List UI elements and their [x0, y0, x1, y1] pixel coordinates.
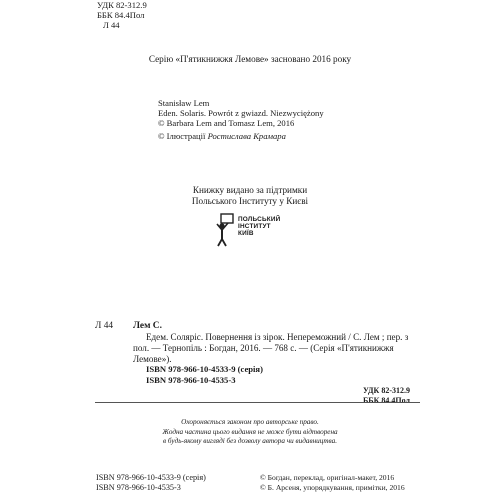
copyright-publisher: © Богдан, переклад, оригінал-макет, 2016	[260, 473, 395, 482]
illustrator-name: Ростислава Крамара	[207, 130, 286, 141]
original-author: Stanisław Lem	[158, 98, 210, 108]
catalog-divider	[95, 402, 420, 403]
original-rights-block	[158, 98, 324, 141]
copyright-law-notice	[0, 418, 500, 447]
copyright-law-line-1: Охороняється законом про авторське право.	[181, 418, 319, 426]
bbk-code: ББК 84.4Пол	[97, 10, 145, 21]
udk-code: УДК 82-312.9	[97, 0, 147, 10]
original-titles: Eden. Solaris. Powrót z gwiazd. Niezwyciężony	[158, 108, 324, 119]
bottom-isbn-series: ISBN 978-966-10-4533-9 (серія)	[96, 473, 206, 482]
bottom-copyrights	[260, 473, 405, 494]
logo-line-2: ІНСТИТУТ	[238, 223, 271, 230]
copyright-law-line-2: Жодна частина цього видання не може бути відтворена	[162, 427, 338, 436]
entry-description: Едем. Соляріс. Повернення із зірок. Непереможний / С. Лем ; пер. з пол. — Тернопіль : Богдан, 2016. — 768 с. — (Серія «П'ятикнижжя Лемове»).	[133, 332, 409, 365]
bottom-isbn-book: ISBN 978-966-10-4535-3	[96, 483, 181, 493]
classification-codes	[97, 0, 147, 31]
logo-line-1: ПОЛЬСЬКИЙ	[238, 216, 281, 223]
support-line-1: Книжку видано за підтримки	[192, 185, 308, 195]
logo-line-3: КИЇВ	[238, 230, 254, 237]
entry-isbn-series: ISBN 978-966-10-4533-9 (серія)	[146, 364, 263, 374]
support-line-2: Польського Інституту у Києві	[191, 196, 309, 207]
illustrations-prefix: © Ілюстрації	[158, 130, 208, 141]
copyright-compiler: © Б. Арсеня, упорядкування, примітки, 2016	[260, 483, 405, 493]
series-note: Серію «П'ятикнижжя Лемове» засновано 2016 року	[148, 54, 352, 64]
figure-carrying-box-icon	[214, 213, 236, 247]
logo-wordmark	[238, 216, 280, 237]
polish-institute-logo	[214, 213, 286, 247]
entry-codes-right	[336, 386, 410, 406]
author-mark: Л 44	[103, 20, 120, 31]
original-copyright: © Barbara Lem and Tomasz Lem, 2016	[158, 118, 295, 129]
support-note	[0, 185, 500, 208]
entry-classification-code: Л 44	[95, 321, 114, 331]
entry-author: Лем С.	[133, 321, 162, 331]
entry-isbn-book: ISBN 978-966-10-4535-3	[146, 374, 236, 385]
entry-udk: УДК 82-312.9	[362, 386, 410, 395]
illustrations-credit	[158, 131, 324, 141]
bottom-isbn-list	[96, 473, 206, 494]
entry-bbk: ББК 84.4Пол	[363, 396, 410, 405]
copyright-law-line-3: в будь-якому вигляді без дозволу автора чи видавництва.	[162, 437, 338, 446]
entry-isbn-list	[146, 364, 263, 385]
